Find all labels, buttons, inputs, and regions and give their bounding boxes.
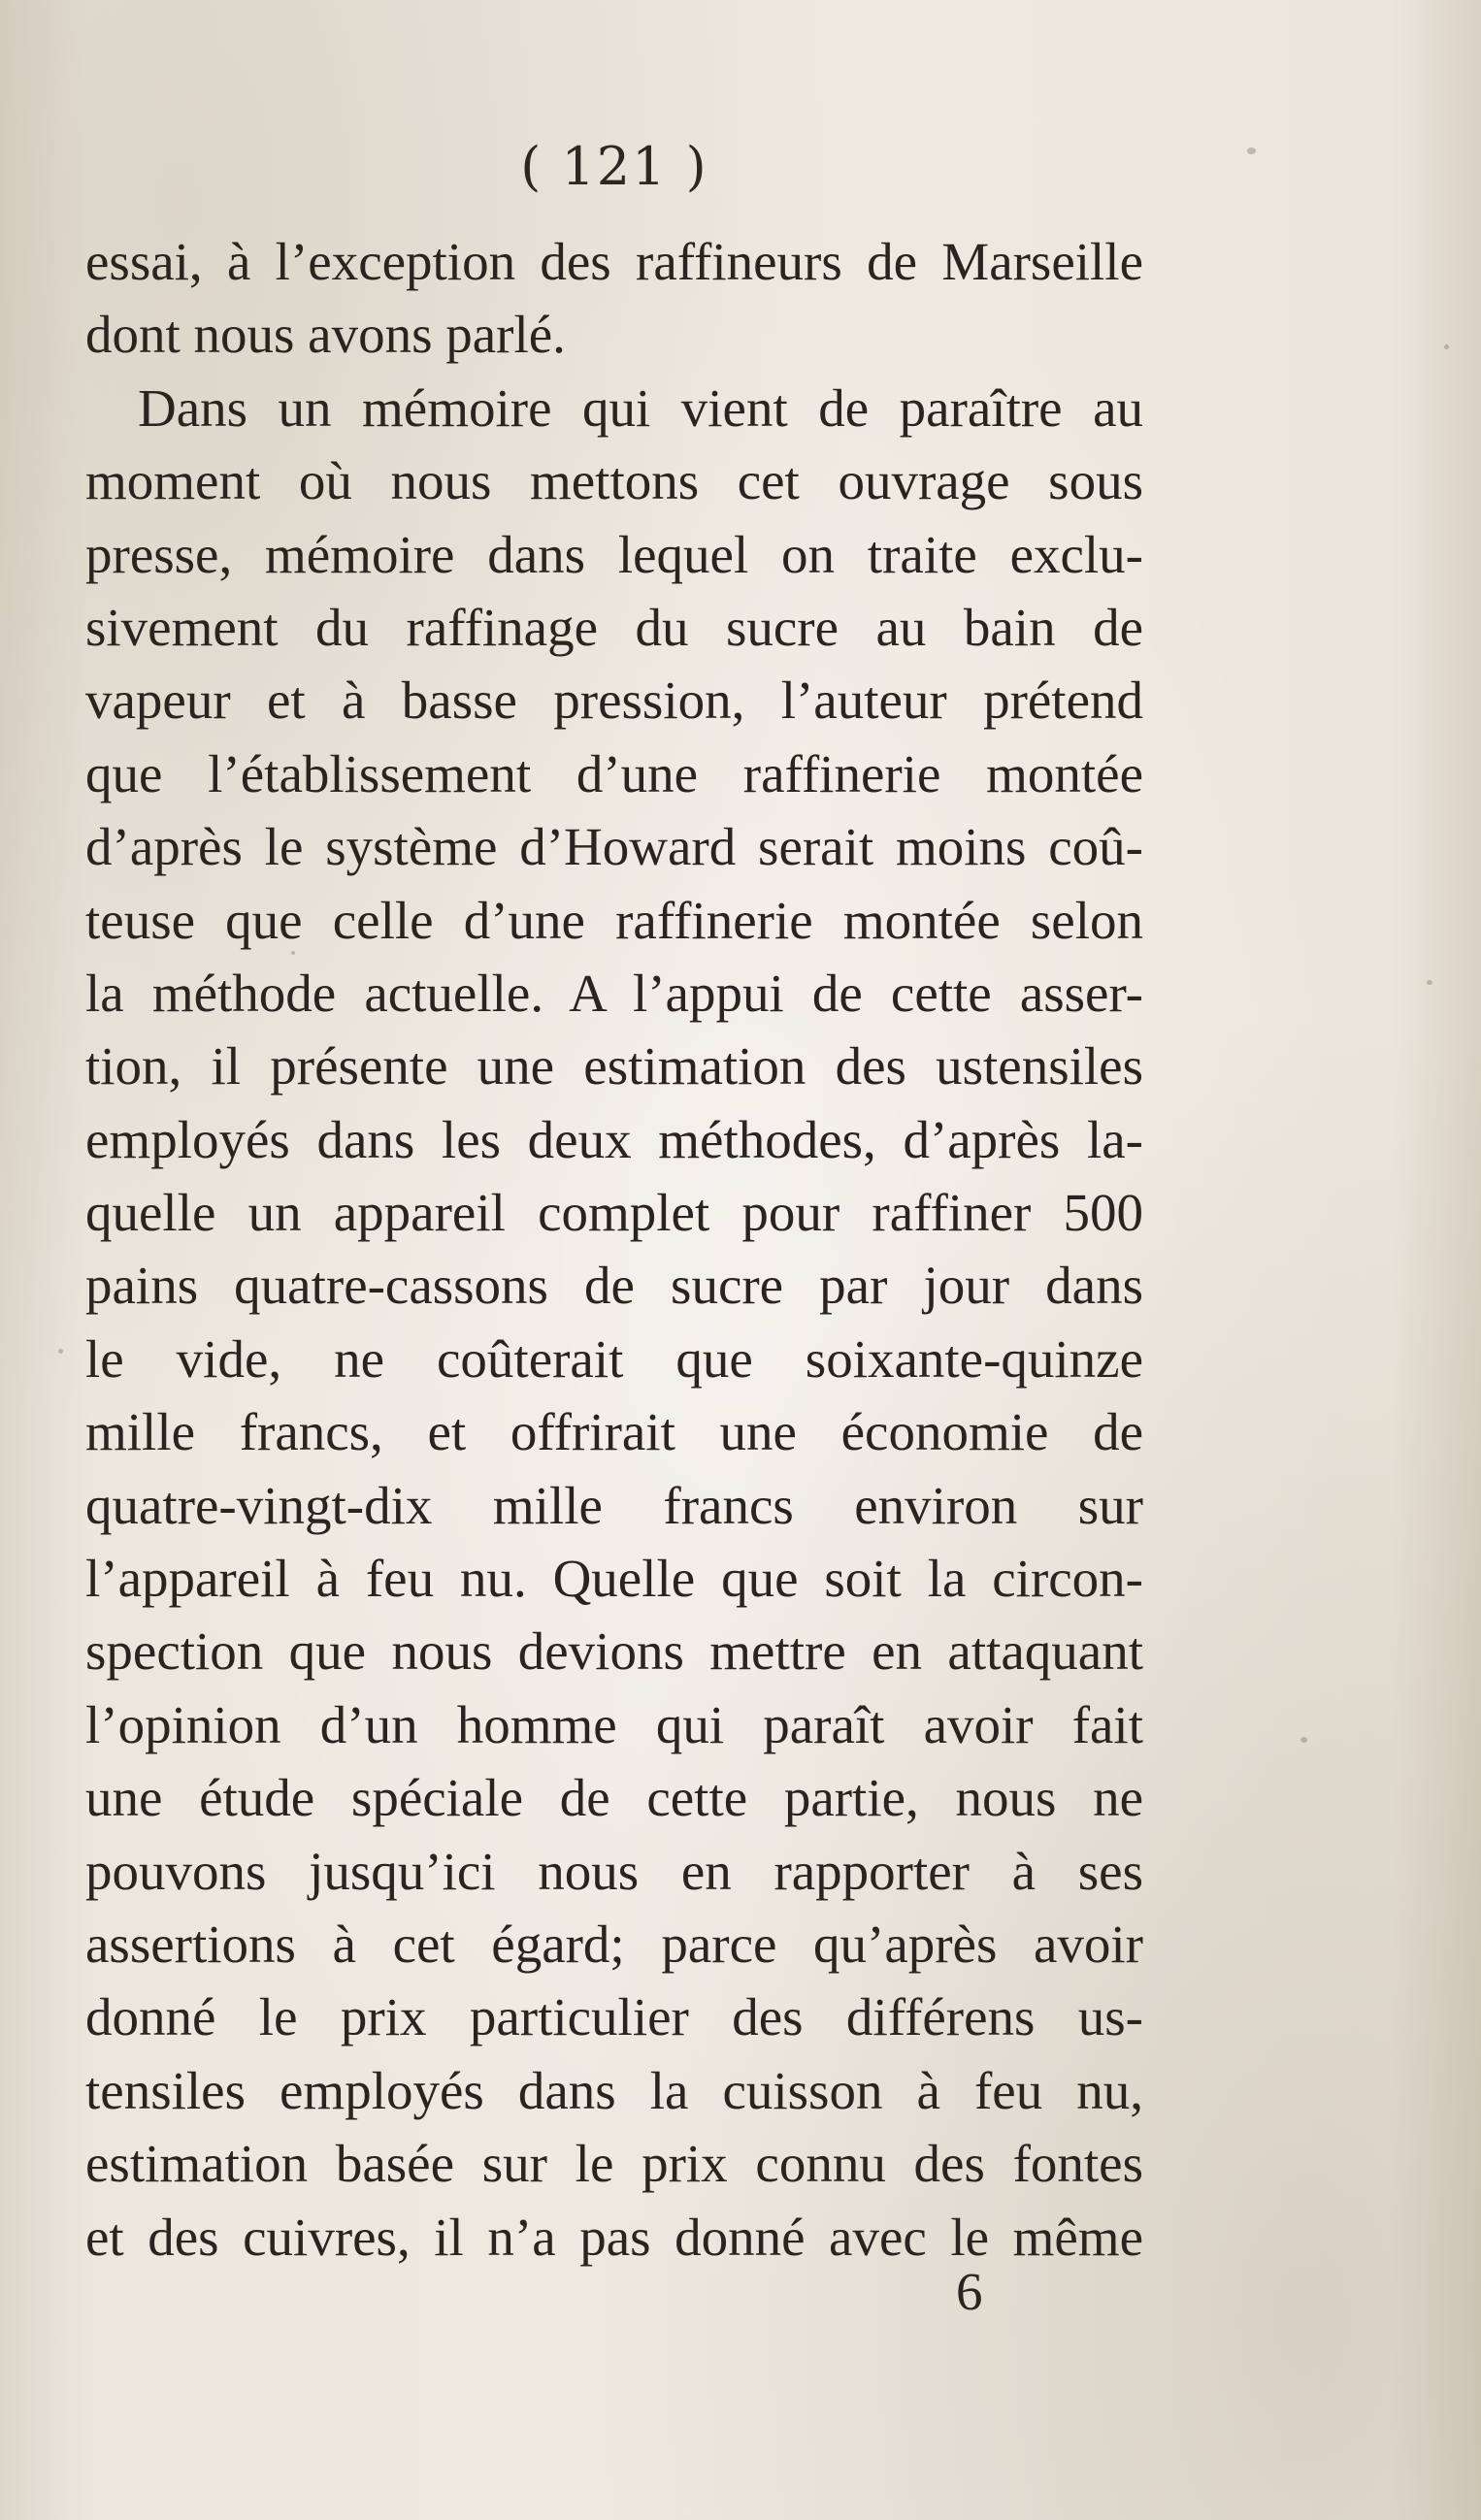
text-line: spection que nous devions mettre en attaquant [85,1621,1143,1682]
text-line: que l’établissement d’une raffinerie montée [85,743,1143,803]
text-line: essai, à l’exception des raffineurs de Marseille [85,232,1143,291]
body-text [85,225,1143,2274]
text-line: assertions à cet égard; parce qu’après avoir [85,1914,1143,1974]
text-line: mille francs, et offrirait une économie de [85,1402,1143,1462]
text-line: employés dans les deux méthodes, d’après la- [85,1109,1143,1169]
text-line: quelle un appareil complet pour raffiner 500 [85,1183,1143,1243]
signature-mark: 6 [956,2262,983,2321]
text-line: pouvons jusqu’ici nous en rapporter à ses [85,1841,1143,1901]
paper-speck [1300,1737,1307,1743]
text-line: donné le prix particulier des différens us- [85,1987,1143,2047]
text-line: tion, il présente une estimation des ustensiles [85,1036,1143,1096]
text-line: moment où nous mettons cet ouvrage sous [85,451,1143,511]
page-number: ( 121 ) [520,136,708,197]
text-line: teuse que celle d’une raffinerie montée selon [85,890,1143,950]
paper-speck [58,1349,63,1354]
text-line: dont nous avons parlé. [85,305,566,365]
text-line: quatre-vingt-dix mille francs environ sur [85,1475,1143,1535]
paper-speck [1444,344,1449,349]
text-line: et des cuivres, il n’a pas donné avec le même [85,2207,1143,2267]
text-line: la méthode actuelle. A l’appui de cette asser- [85,963,1143,1023]
text-line: tensiles employés dans la cuisson à feu nu, [85,2060,1143,2120]
text-line: Dans un mémoire qui vient de paraître au [138,377,1143,438]
text-line: presse, mémoire dans lequel on traite exclu- [85,524,1143,584]
text-line: une étude spéciale de cette partie, nous ne [85,1768,1143,1828]
text-line: sivement du raffinage du sucre au bain de [85,597,1143,657]
text-line: l’opinion d’un homme qui paraît avoir fait [85,1694,1143,1754]
text-line: le vide, ne coûterait que soixante-quinze [85,1328,1143,1389]
paper-speck [1427,980,1432,985]
text-line: pains quatre-cassons de sucre par jour dans [85,1256,1143,1316]
text-line: vapeur et à basse pression, l’auteur prétend [85,671,1143,731]
running-header [0,136,1481,197]
text-line: estimation basée sur le prix connu des fontes [85,2134,1143,2194]
text-line: d’après le système d’Howard serait moins coû- [85,817,1143,877]
text-line: l’appareil à feu nu. Quelle que soit la circon- [85,1549,1143,1609]
